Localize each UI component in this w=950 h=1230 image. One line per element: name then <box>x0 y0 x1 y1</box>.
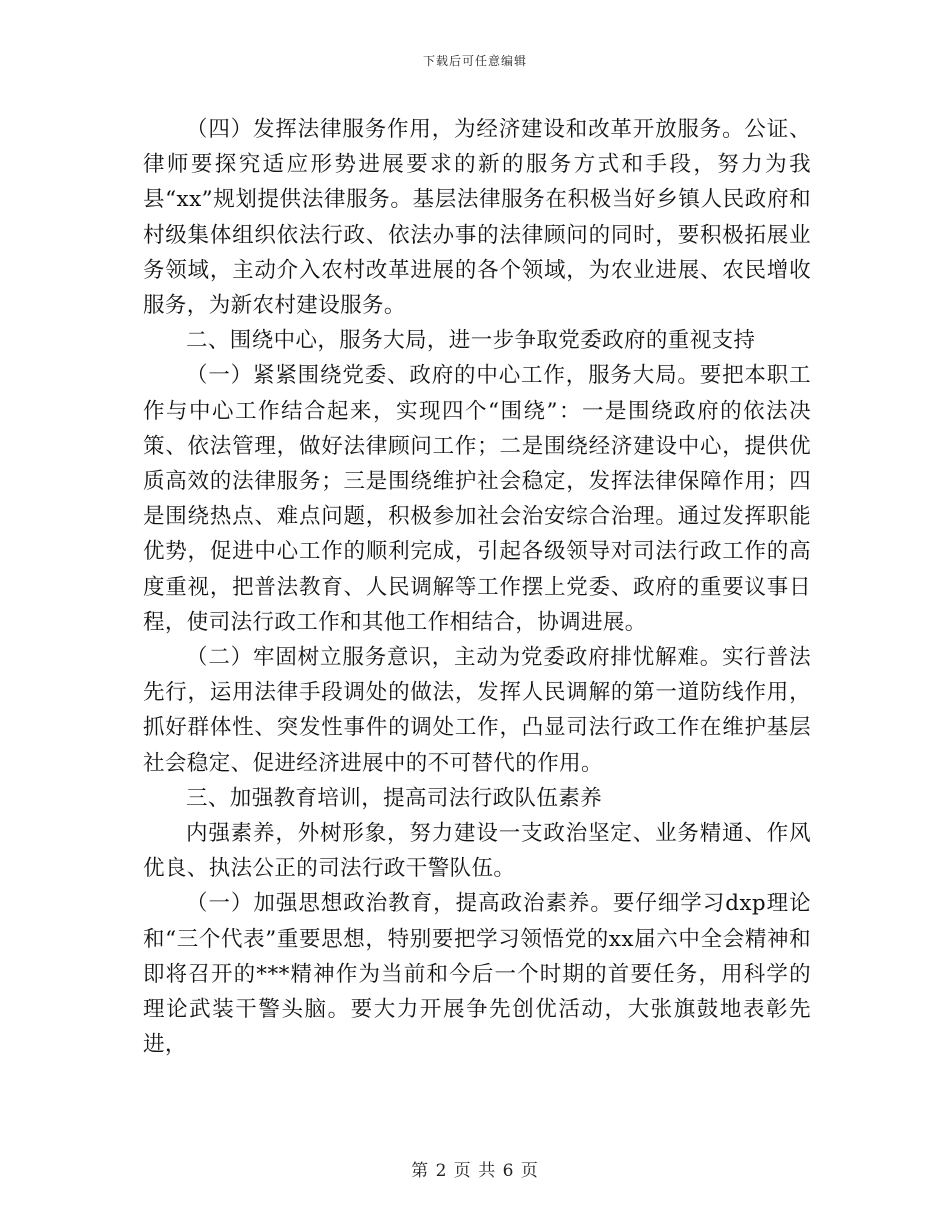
paragraph-team-building: 内强素养，外树形象，努力建设一支政治坚定、业务精通、作风优良、执法公正的司法行政干警队伍。 <box>143 821 811 882</box>
document-body <box>143 112 811 1062</box>
paragraph-legal-services: （四）发挥法律服务作用，为经济建设和改革开放服务。公证、律师要探究适应形势进展要求的新的服务方式和手段，努力为我县“xx”规划提供法律服务。基层法律服务在积极当好乡镇人民政府和村级集体组织依法行政、依法办事的法律顾问的同时，要积极拓展业务领域，主动介入农村改革进展的各个领域，为农业进展、农民增收服务，为新农村建设服务。 <box>143 117 811 319</box>
page-header: 下载后可任意编辑 <box>422 54 527 68</box>
paragraph-central-work: （一）紧紧围绕党委、政府的中心工作，服务大局。要把本职工作与中心工作结合起来，实现四个“围绕”：一是围绕政府的依法决策、依法管理，做好法律顾问工作；二是围绕经济建设中心，提供优质高效的法律服务；三是围绕维护社会稳定，发挥法律保障作用；四是围绕热点、难点问题，积极参加社会治安综合治理。通过发挥职能优势，促进中心工作的顺利完成，引起各级领导对司法行政工作的高度重视，把普法教育、人民调解等工作摆上党委、政府的重要议事日程，使司法行政工作和其他工作相结合，协调进展。 <box>143 363 811 635</box>
paragraph-service-awareness: （二）牢固树立服务意识，主动为党委政府排忧解难。实行普法先行，运用法律手段调处的做法，发挥人民调解的第一道防线作用，抓好群体性、突发性事件的调处工作，凸显司法行政工作在维护基层社会稳定、促进经济进展中的不可替代的作用。 <box>143 645 811 776</box>
section-heading-3: 三、加强教育培训，提高司法行政队伍素养 <box>186 785 603 811</box>
page-footer: 第 2 页 共 6 页 <box>411 1161 539 1181</box>
paragraph-political-education: （一）加强思想政治教育，提高政治素养。要仔细学习dxp理论和“三个代表”重要思想，特别要把学习领悟党的xx届六中全会精神和即将召开的***精神作为当前和今后一个时期的首要任务，用科学的理论武装干警头脑。要大力开展争先创优活动，大张旗鼓地表彰先进， <box>143 891 811 1058</box>
section-heading-2: 二、围绕中心，服务大局，进一步争取党委政府的重视支持 <box>186 328 756 354</box>
